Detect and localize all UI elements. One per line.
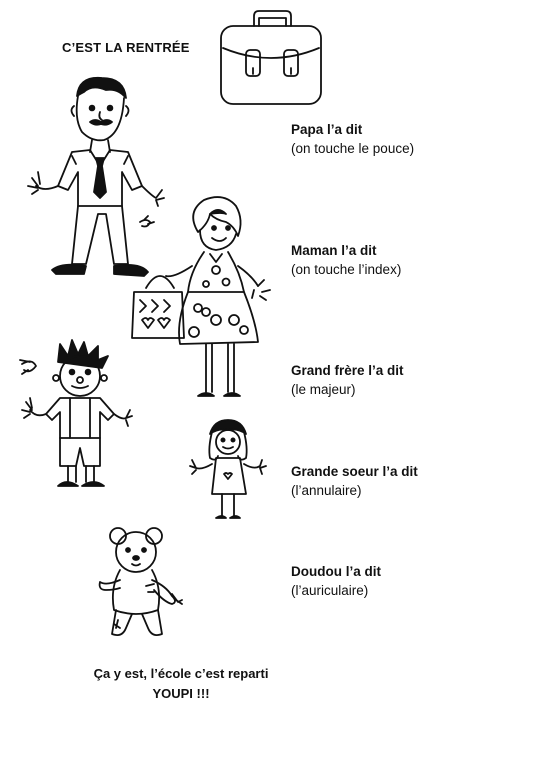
page-title: C’EST LA RENTRÉE <box>62 40 190 55</box>
verse-subtitle: (l’auriculaire) <box>291 583 369 598</box>
verse-papa <box>291 122 414 156</box>
verse-subtitle: (on touche le pouce) <box>291 141 415 156</box>
sister-figure <box>188 418 268 526</box>
schoolbag-icon <box>216 8 326 108</box>
verse-subtitle: (l’annulaire) <box>291 483 362 498</box>
verse-subtitle: (le majeur) <box>291 382 356 397</box>
verse-grande-soeur <box>291 464 418 498</box>
teddy-bear-figure <box>92 524 192 642</box>
verse-subtitle: (on touche l’index) <box>291 262 402 277</box>
footer-line-2: YOUPI !!! <box>152 686 210 701</box>
verse-title: Papa l’a dit <box>291 122 363 137</box>
mum-figure <box>126 192 276 407</box>
verse-title: Maman l’a dit <box>291 243 377 258</box>
brother-figure <box>18 340 138 500</box>
verse-title: Grande soeur l’a dit <box>291 464 418 479</box>
footer-line-1: Ça y est, l’école c’est reparti <box>93 666 269 681</box>
verse-maman <box>291 243 401 277</box>
verse-grand-frere <box>291 363 404 397</box>
verse-title: Doudou l’a dit <box>291 564 381 579</box>
verse-doudou <box>291 564 381 598</box>
verse-title: Grand frère l’a dit <box>291 363 404 378</box>
footer <box>76 664 286 704</box>
